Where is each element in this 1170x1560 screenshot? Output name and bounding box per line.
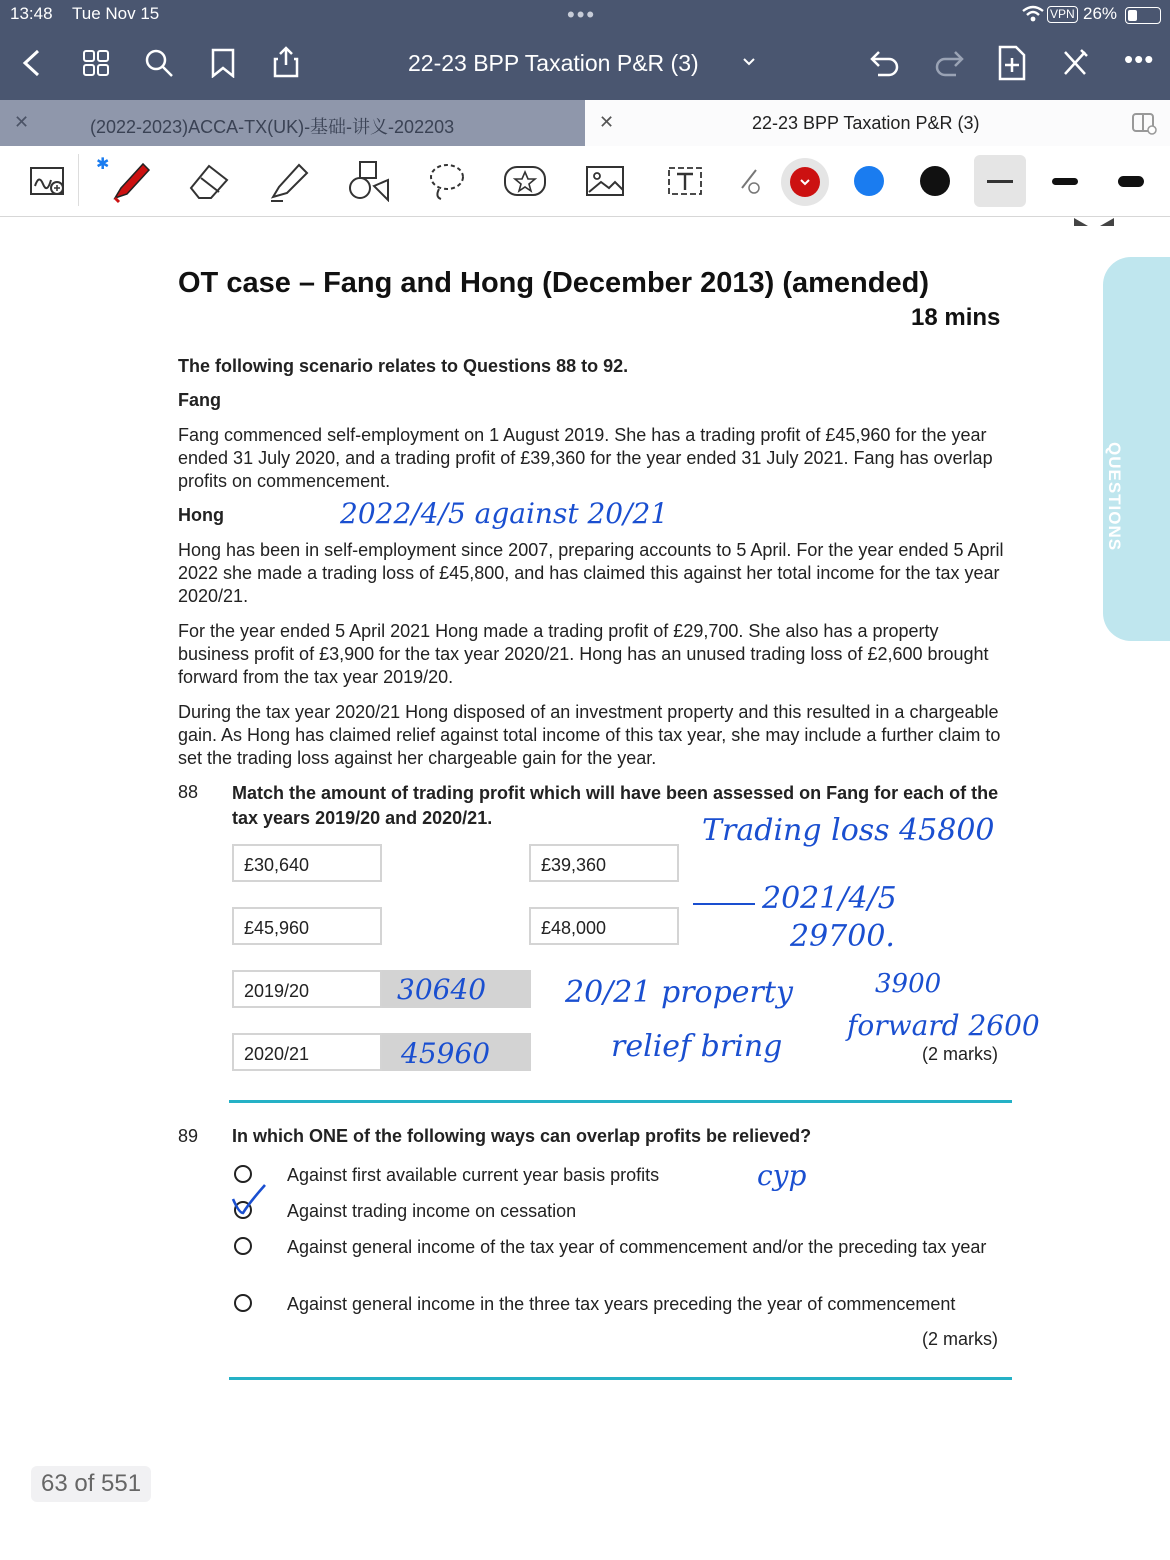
q88-number: 88 xyxy=(178,782,199,802)
status-time: 13:48 xyxy=(10,4,53,23)
fang-heading: Fang xyxy=(178,390,221,410)
redo-icon[interactable] xyxy=(933,48,965,83)
toolbar-divider xyxy=(78,154,79,206)
handwritten-checkmark-icon xyxy=(229,1183,269,1224)
wifi-icon xyxy=(1022,5,1044,28)
handwriting-profit-note: 29700. xyxy=(790,919,895,954)
tab-acca-notes[interactable] xyxy=(0,100,585,146)
handwriting-property-note: 20/21 property xyxy=(565,975,793,1010)
q89-option-2[interactable]: Against trading income on cessation xyxy=(287,1201,577,1221)
add-page-icon[interactable] xyxy=(997,45,1027,86)
multitask-dots-icon[interactable]: ••• xyxy=(567,2,597,27)
q89-text: In which ONE of the following ways can overlap profits be relieved? xyxy=(232,1126,812,1146)
handwriting-property-amount: 3900 xyxy=(875,969,942,999)
question-divider xyxy=(229,1377,1012,1380)
back-chevron-icon[interactable] xyxy=(20,48,44,83)
q89-radio-1[interactable] xyxy=(234,1165,252,1183)
bookmark-icon[interactable] xyxy=(210,48,236,83)
color-blue-swatch[interactable] xyxy=(846,158,892,204)
close-pen-icon[interactable] xyxy=(1061,48,1089,83)
q89-radio-3[interactable] xyxy=(234,1237,252,1255)
tab-close-icon[interactable]: ✕ xyxy=(599,112,615,132)
page-title: OT case – Fang and Hong (December 2013) (amended) xyxy=(178,267,929,299)
hong-paragraph-2: For the year ended 5 April 2021 Hong made a trading profit of £29,700. She also has a property business profit of £3,900 for the tax year 2020/21. Hong has an unused trading loss of £2,600 brought forward from the tax year 2019/20. xyxy=(178,621,989,687)
handwriting-trading-loss: Trading loss 45800 xyxy=(702,813,995,848)
shapes-tool[interactable] xyxy=(346,158,392,204)
q89-marks: (2 marks) xyxy=(922,1329,998,1349)
handwriting-hong-note: 2022/4/5 against 20/21 xyxy=(340,497,669,530)
battery-icon xyxy=(1125,7,1161,24)
q88-option-4[interactable]: £48,000 xyxy=(529,907,679,945)
lasso-tool[interactable] xyxy=(424,158,470,204)
tab-close-icon[interactable]: ✕ xyxy=(14,112,30,132)
handwriting-date-note: 2021/4/5 xyxy=(762,881,897,916)
page-indicator: 63 of 551 xyxy=(31,1466,151,1502)
q89-option-3[interactable]: Against general income of the tax year of commencement and/or the preceding tax year xyxy=(287,1237,987,1257)
handwriting-answer-2019-20: 30640 xyxy=(397,973,487,1006)
q88-text: Match the amount of trading profit which will have been assessed on Fang for each of the tax years 2019/20 and 2020/21. xyxy=(232,783,999,828)
page-edge-marker-icon xyxy=(1074,217,1114,235)
question-divider xyxy=(229,1100,1012,1103)
text-tool[interactable] xyxy=(662,158,708,204)
grid-view-icon[interactable] xyxy=(82,49,110,82)
share-icon[interactable] xyxy=(272,45,300,84)
hong-heading: Hong xyxy=(178,505,224,525)
more-options-icon[interactable]: ••• xyxy=(1124,44,1155,74)
stroke-thick-option[interactable] xyxy=(1108,158,1154,204)
stroke-thin-option[interactable] xyxy=(974,155,1026,207)
status-date: Tue Nov 15 xyxy=(72,4,160,23)
highlighter-tool[interactable] xyxy=(266,158,312,204)
zoom-handwriting-tool[interactable] xyxy=(26,158,72,204)
tab-label: 22-23 BPP Taxation P&R (3) xyxy=(752,113,980,133)
q88-target-label-2019-20: 2019/20 xyxy=(232,970,382,1008)
split-view-icon[interactable] xyxy=(1131,111,1157,140)
battery-level: 26% xyxy=(1083,4,1118,23)
color-black-swatch[interactable] xyxy=(912,158,958,204)
time-allowed: 18 mins xyxy=(911,304,1001,331)
stroke-medium-option[interactable] xyxy=(1042,158,1088,204)
handwriting-cyb-note: cyp xyxy=(757,1159,807,1192)
q89-option-4[interactable]: Against general income in the three tax years preceding the year of commencement xyxy=(287,1294,956,1314)
handwriting-relief-note: relief bring xyxy=(611,1029,783,1064)
eraser-tool[interactable] xyxy=(186,158,232,204)
laser-pointer-tool[interactable] xyxy=(734,158,764,204)
questions-side-tab[interactable] xyxy=(1103,257,1170,641)
undo-icon[interactable] xyxy=(869,48,901,83)
hong-paragraph-3: During the tax year 2020/21 Hong disposed of an investment property and this resulted in a chargeable gain. As Hong has claimed relief against total income of this tax year, she may include a further claim to set the trading loss against her chargeable gain for the year. xyxy=(178,702,1001,768)
sticker-tool[interactable] xyxy=(502,158,548,204)
tab-label: (2022-2023)ACCA-TX(UK)-基础-讲义-202203 xyxy=(90,117,455,137)
q88-option-3[interactable]: £45,960 xyxy=(232,907,382,945)
pen-tool[interactable] xyxy=(108,158,154,204)
search-icon[interactable] xyxy=(144,48,174,83)
handwriting-forward-note: forward 2600 xyxy=(847,1009,1040,1042)
tab-bar xyxy=(0,100,1170,146)
q88-target-label-2020-21: 2020/21 xyxy=(232,1033,382,1071)
bluetooth-icon: ✱ xyxy=(96,156,110,173)
scenario-intro: The following scenario relates to Questions 88 to 92. xyxy=(178,356,629,376)
pdf-page[interactable] xyxy=(17,217,1152,1560)
chevron-down-icon[interactable] xyxy=(742,55,756,73)
handwriting-answer-2020-21: 45960 xyxy=(401,1037,491,1070)
q89-option-1[interactable]: Against first available current year basis profits xyxy=(287,1165,660,1185)
hong-paragraph-1: Hong has been in self-employment since 2007, preparing accounts to 5 April. For the year ended 5 April 2022 she made a trading loss of £45,800, and has claimed this against her total income for the tax year 2020/21. xyxy=(178,540,1004,606)
q88-option-2[interactable]: £39,360 xyxy=(529,844,679,882)
q88-marks: (2 marks) xyxy=(922,1044,998,1064)
tab-bpp-taxation[interactable] xyxy=(585,100,1170,146)
image-tool[interactable] xyxy=(582,158,628,204)
vpn-badge: VPN xyxy=(1047,6,1078,23)
side-tab-label: QUESTIONS xyxy=(1105,442,1124,552)
q89-radio-4[interactable] xyxy=(234,1294,252,1312)
top-bar xyxy=(0,0,1170,100)
q88-option-1[interactable]: £30,640 xyxy=(232,844,382,882)
color-red-swatch[interactable] xyxy=(781,158,829,206)
annotation-toolbar xyxy=(0,146,1170,217)
document-title[interactable]: 22-23 BPP Taxation P&R (3) xyxy=(408,50,699,76)
handwriting-arrow-line xyxy=(693,903,755,905)
q89-number: 89 xyxy=(178,1126,199,1146)
fang-paragraph: Fang commenced self-employment on 1 August 2019. She has a trading profit of £45,960 for the year ended 31 July 2020, and a trading profit of £39,360 for the year ended 31 July 2021. Fang has overlap profits on commencement. xyxy=(178,425,993,491)
